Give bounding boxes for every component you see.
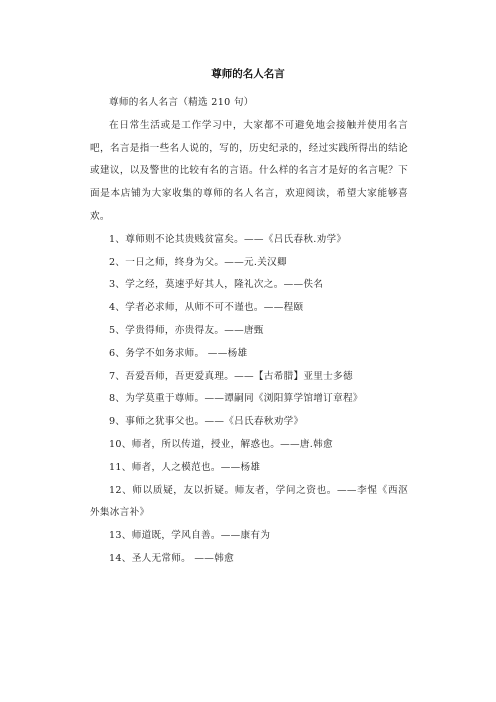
quote-item: 7、吾爱吾师，吾更爱真理。——【古希腊】亚里士多德 bbox=[109, 370, 353, 382]
quote-item: 6、务学不如务求师。 ——杨雄 bbox=[109, 347, 248, 359]
quote-item: 12、师以质疑，友以折疑。师友者，学问之资也。——李惺《西沤外集冰言补》 bbox=[90, 484, 408, 519]
quote-item: 3、学之经，莫速乎好其人，隆礼次之。——佚名 bbox=[109, 279, 324, 291]
quote-item: 4、学者必求师，从师不可不谨也。——程颐 bbox=[109, 302, 304, 314]
subtitle-paragraph: 尊师的名人名言（精选 210 句） bbox=[109, 97, 254, 108]
document-body bbox=[90, 92, 408, 571]
quote-item: 13、师道既，学风自善。——康有为 bbox=[109, 530, 271, 542]
quote-item: 5、学贵得师，亦贵得友。——唐甄 bbox=[109, 324, 264, 336]
quote-item: 14、圣人无常师。 ——韩愈 bbox=[109, 552, 234, 564]
quote-item: 11、师者，人之模范也。——杨雄 bbox=[109, 461, 261, 473]
page-title: 尊师的名人名言 bbox=[211, 68, 285, 80]
quote-item: 8、为学莫重于尊师。——谭嗣同《浏阳算学馆增订章程》 bbox=[109, 393, 363, 405]
intro-paragraph: 在日常生活或是工作学习中，大家都不可避免地会接触并使用名言吧，名言是指一些名人说的，写的，历史纪录的，经过实践所得出的结论或建议，以及警世的比较有名的言语。什么样的名言才是好的名言呢？下面是本店铺为大家收集的尊师的名人名言，欢迎阅读，希望大家能够喜欢。 bbox=[90, 119, 408, 222]
quote-item: 2、一日之师，终身为父。——元.关汉卿 bbox=[109, 256, 287, 268]
quote-item: 10、师者，所以传道，授业，解惑也。——唐.韩愈 bbox=[109, 438, 333, 450]
quote-item: 1、尊师则不论其贵贱贫富矣。——《吕氏春秋.劝学》 bbox=[109, 233, 347, 245]
quote-item: 9、事师之犹事父也。——《吕氏春秋劝学》 bbox=[109, 416, 304, 428]
